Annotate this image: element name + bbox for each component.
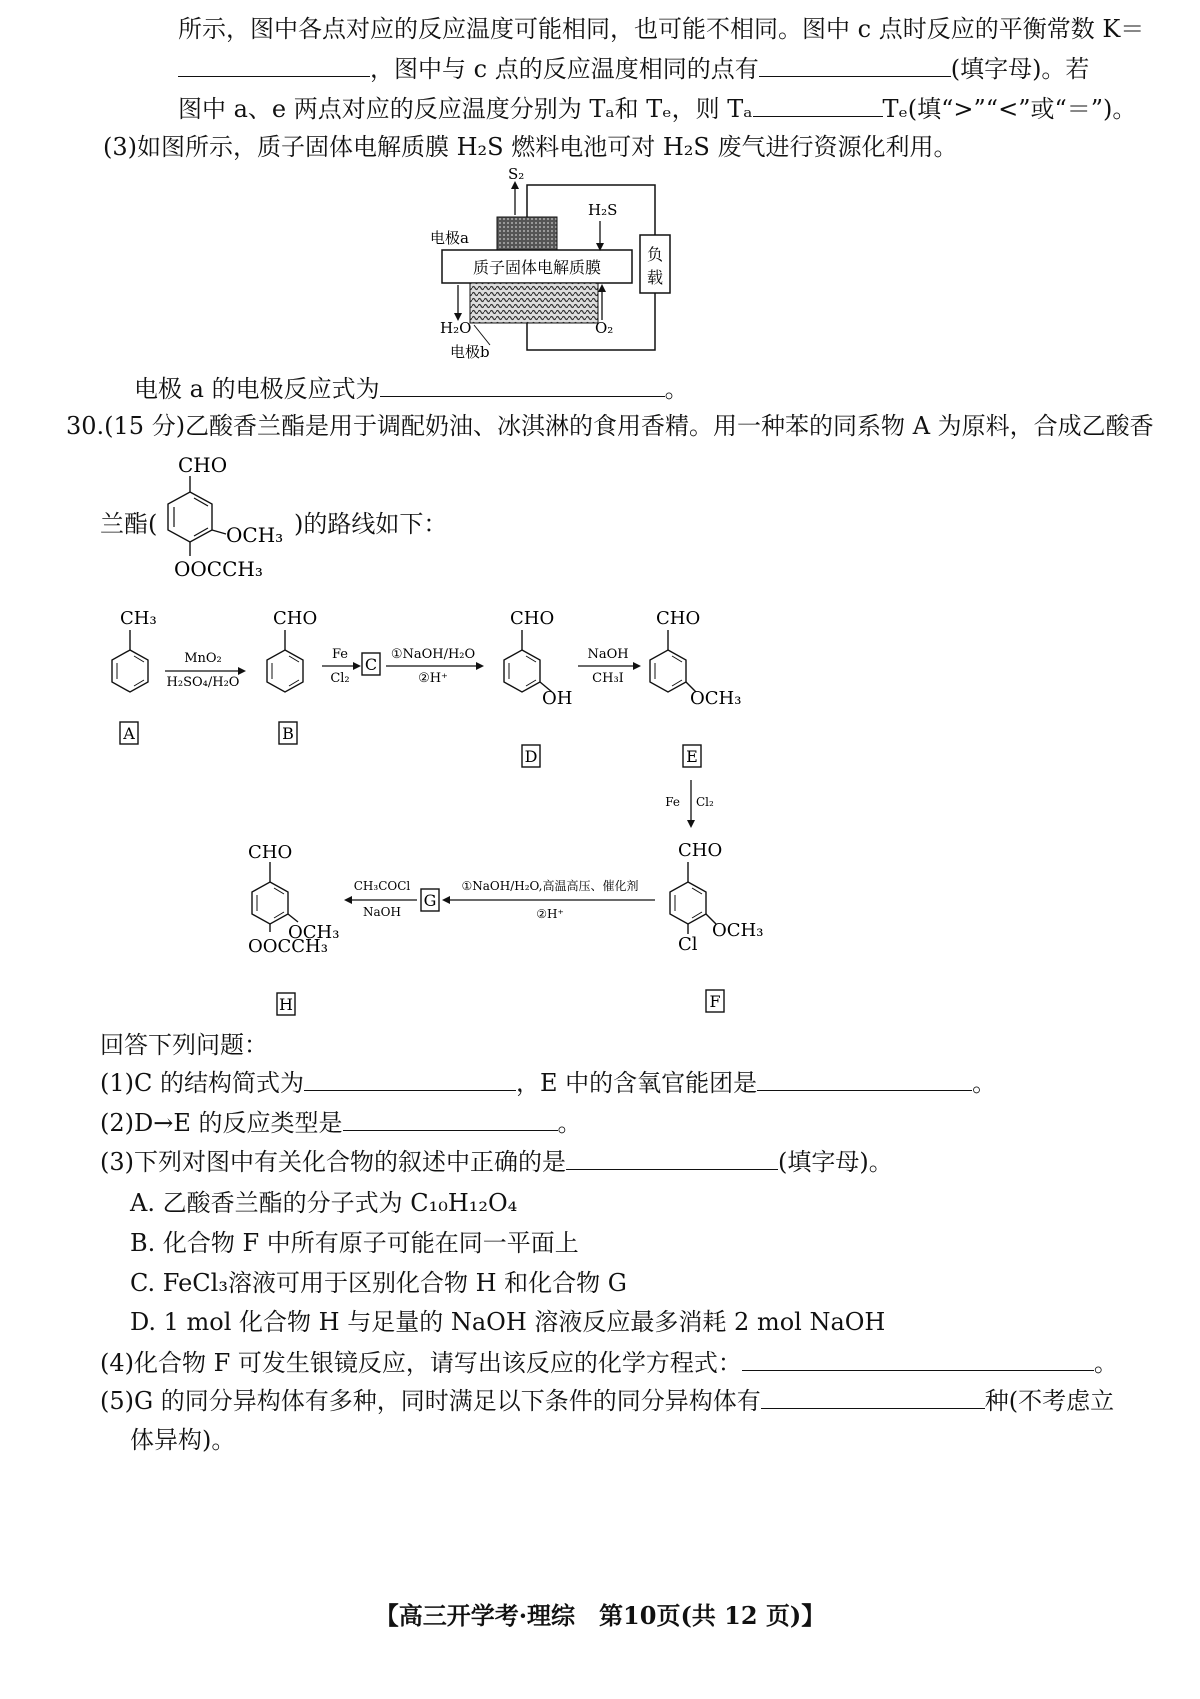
lH-label: H [279, 995, 293, 1014]
q30-part1: (1)C 的结构简式为 ，E 中的含氧官能团是 。 [100, 1066, 996, 1100]
q29-line-3: 图中 a、e 两点对应的反应温度分别为 Tₐ和 Tₑ，则 Tₐ Tₑ(填“>”“<”或“＝”)。 [178, 92, 1136, 126]
cho-label: CHO [656, 608, 701, 629]
reagent-label-r4t: NaOH [587, 647, 629, 662]
lD-label: D [524, 747, 538, 766]
lA-label: A [123, 724, 135, 743]
och3-label: OCH₃ [226, 523, 284, 547]
och3-label: OCH₃ [288, 922, 340, 943]
compound-a-structure [112, 608, 157, 692]
answer-blank-temp[interactable] [753, 92, 883, 117]
reagent-label-r6b: ②H⁺ [536, 907, 564, 921]
reagent-label-r1b: H₂SO₄/H₂O [166, 675, 240, 690]
ooccch3-label: OOCCH₃ [174, 557, 263, 581]
lF-label: F [709, 992, 721, 1011]
reagent-label-r7t: CH₃COCl [353, 879, 411, 893]
cho-label: CHO [510, 608, 555, 629]
answer-blank-c-structure[interactable] [304, 1066, 516, 1091]
reagent-label-r4b: CH₃I [592, 671, 624, 686]
q29-line-1: 所示，图中各点对应的反应温度可能相同，也可能不相同。图中 c 点时反应的平衡常数 K＝ [178, 15, 1145, 43]
option-b: B. 化合物 F 中所有原子可能在同一平面上 [130, 1229, 579, 1257]
answer-blank-k[interactable] [178, 52, 370, 77]
electrode-b [470, 283, 598, 323]
synthesis-scheme [90, 600, 1090, 1030]
q30-part2: (2)D→E 的反应类型是 。 [100, 1106, 582, 1140]
q29-part3: (3)如图所示，质子固体电解质膜 H₂S 燃料电池可对 H₂S 废气进行资源化利用。 [103, 133, 958, 161]
fuel-cell-diagram [430, 165, 690, 360]
q30-part3: (3)下列对图中有关化合物的叙述中正确的是 (填字母)。 [100, 1145, 893, 1179]
electrode-a [497, 217, 557, 250]
reagent-label-r5l: Fe [665, 795, 680, 809]
cho-label: CHO [248, 842, 293, 863]
oh-label: OH [542, 688, 573, 709]
lB-label: B [282, 724, 294, 743]
cl-label: Cl [678, 934, 698, 955]
answer-blank-choice[interactable] [566, 1145, 778, 1170]
q30-part5-cont: 体异构)。 [130, 1426, 236, 1454]
q29-line-2: ，图中与 c 点的反应温度相同的点有 (填字母)。若 [178, 52, 1089, 86]
lE-label: E [686, 747, 698, 766]
och3-label: OCH₃ [712, 920, 764, 941]
answer-line-electrode: 电极 a 的电极反应式为 。 [134, 372, 689, 406]
cho-label: CHO [273, 608, 318, 629]
reagent-label-r2t: Fe [331, 647, 349, 662]
h2s-label: H₂S [588, 201, 618, 219]
page-footer: 【高三开学考·理综 第10页(共 12 页)】 [374, 1601, 826, 1630]
h2o-label: H₂O [440, 319, 472, 337]
answer-blank-reaction-type[interactable] [343, 1106, 558, 1131]
reagent-label-r3b: ②H⁺ [418, 671, 448, 686]
membrane-label: 质子固体电解质膜 [472, 258, 602, 277]
compound-e-structure [650, 608, 741, 709]
compound-f-structure [670, 840, 763, 955]
reagent-label-r3t: ①NaOH/H₂O [390, 647, 476, 662]
reagent-label-r6t: ①NaOH/H₂O,高温高压、催化剂 [461, 879, 639, 893]
reagent-label-r2b: Cl₂ [330, 671, 350, 686]
electrode-a-label: 电极a [430, 229, 469, 247]
compound-d-structure [504, 608, 572, 709]
och3-label: OCH₃ [690, 688, 742, 709]
q30-intro-2b: )的路线如下： [294, 510, 448, 538]
q30-intro-2a: 兰酯( [100, 510, 158, 538]
o2-label: O₂ [595, 319, 614, 337]
s2-label: S₂ [508, 165, 525, 183]
load-label-1: 负 [646, 245, 664, 264]
q30-part4: (4)化合物 F 可发生银镜反应，请写出该反应的化学方程式： 。 [100, 1346, 1118, 1380]
reagent-label-r5r: Cl₂ [696, 795, 714, 809]
compound-b-structure [267, 608, 317, 692]
answer-blank-e-group[interactable] [757, 1066, 972, 1091]
load-label-2: 载 [646, 268, 664, 287]
cho-label: CHO [678, 840, 723, 861]
electrode-b-label: 电极b [450, 343, 490, 360]
lC-label: C [364, 655, 378, 674]
reagent-label-r7b: NaOH [363, 905, 401, 919]
q30-intro-1: 30.(15 分)乙酸香兰酯是用于调配奶油、冰淇淋的食用香精。用一种苯的同系物 A 为原料，合成乙酸香 [66, 412, 1154, 440]
option-d: D. 1 mol 化合物 H 与足量的 NaOH 溶液反应最多消耗 2 mol NaOH [130, 1308, 886, 1336]
answer-blank-points[interactable] [759, 52, 951, 77]
answer-blank-isomers[interactable] [761, 1384, 985, 1409]
ooccch3-label: OOCCH₃ [248, 936, 328, 957]
reagent-label-r1t: MnO₂ [184, 651, 222, 666]
option-c: C. FeCl₃溶液可用于区别化合物 H 和化合物 G [130, 1269, 627, 1297]
compound-h-structure [248, 842, 339, 957]
q30-part5: (5)G 的同分异构体有多种，同时满足以下条件的同分异构体有 种(不考虑立 [100, 1384, 1114, 1418]
answer-blank-equation[interactable] [742, 1346, 1094, 1371]
answer-blank-electrode[interactable] [380, 372, 665, 397]
target-molecule [150, 452, 300, 592]
lG-label: G [423, 891, 437, 910]
answer-heading: 回答下列问题： [100, 1031, 268, 1059]
ch3-label: CH₃ [120, 608, 157, 629]
cho-label: CHO [178, 453, 228, 477]
option-a: A. 乙酸香兰酯的分子式为 C₁₀H₁₂O₄ [130, 1189, 518, 1217]
